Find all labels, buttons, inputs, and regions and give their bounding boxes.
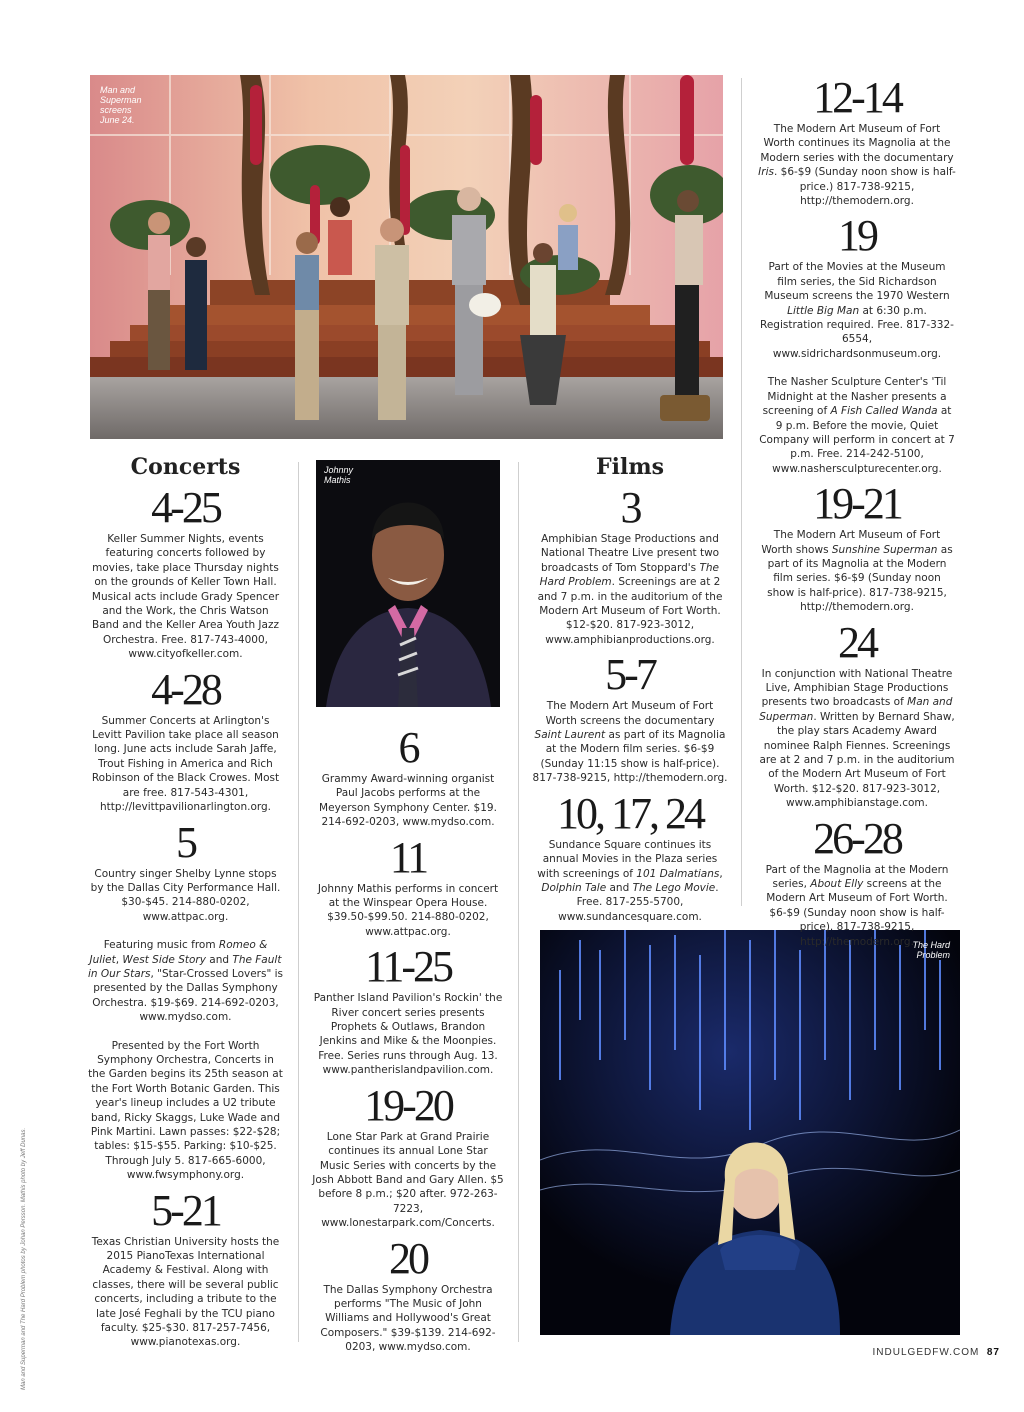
text: ,: [719, 867, 723, 880]
event-date: 3: [620, 483, 640, 532]
spacer: [88, 1025, 283, 1039]
event-description: Summer Concerts at Arlington's Levitt Pavilion take place all season long. June acts include Sarah Jaffe, Trout Fishing in America and Rich Robinson of the Black Crowes. Most are free. 817-543-4301, http://levittpavilionarlington.org.: [91, 714, 280, 814]
event-description: Grammy Award-winning organist Paul Jacobs performs at the Meyerson Symphony Center. $19. 214-692-0203, www.mydso.com.: [319, 773, 497, 829]
event-date: 19-20: [364, 1080, 452, 1130]
event-description: [532, 532, 728, 647]
stage-illustration: [90, 75, 723, 439]
event-date: 5-21: [151, 1185, 220, 1235]
films-heading: Films: [596, 454, 664, 480]
event-description: [758, 863, 956, 949]
event-date: 20: [389, 1233, 427, 1283]
text: In conjunction with National Theatre Live, Amphibian Stage Productions presents two broadcasts of: [761, 667, 953, 709]
event-description: [758, 667, 956, 811]
event-date: 10, 17, 24: [557, 788, 703, 838]
event-description: [758, 375, 956, 476]
column-rule-2: [518, 462, 519, 1342]
spacer: [88, 924, 283, 938]
event-date: 11: [389, 832, 427, 882]
text: . Written by Bernard Shaw, the play stars Academy Award nominee Ralph Fiennes. Screenings are at 2 and 7 p.m. in the auditorium of the Modern Art Museum of Fort Worth. $12-$20. 817-923-3012, www.amphibianstage.com.: [759, 710, 955, 810]
event-description: Texas Christian University hosts the 2015 PianoTexas International Academy & Festival. Along with classes, there will be several public concerts, including a tribute to the late José Feghali by the TCU piano faculty. $25-$30. 817-257-7456, www.pianotexas.org.: [91, 1235, 280, 1349]
hard-problem-illustration: [540, 930, 960, 1335]
spacer: [758, 361, 956, 375]
event-date: 4-28: [151, 664, 220, 714]
event-description: Johnny Mathis performs in concert at the Winspear Opera House. $39.50-$99.50. 214-880-0202, www.attpac.org.: [317, 882, 499, 938]
concerts-column-2: [312, 720, 504, 1355]
title: The Lego Movie: [632, 881, 716, 894]
text: The Modern Art Museum of Fort Worth screens the documentary: [545, 700, 715, 727]
films-column: [532, 454, 728, 924]
text: . $6-$9 (Sunday noon show is half-price.) 817-738-9215, http://themodern.org.: [773, 166, 956, 208]
text: as part of its Magnolia at the Modern film series. $6-$9 (Sunday 11:15 show is half-price). 817-738-9215, http://themodern.org.: [532, 729, 728, 785]
text: The Modern Art Museum of Fort Worth continues its Magnolia at the Modern series with the documentary: [760, 123, 954, 164]
photo-hard-problem: [540, 930, 960, 1335]
event-date: 11-25: [364, 942, 452, 992]
text: and: [606, 881, 633, 894]
event-description: [758, 260, 956, 361]
title: Iris: [758, 166, 774, 179]
event-description: [758, 528, 956, 614]
column-rule-3: [741, 78, 742, 906]
text: Sundance Square continues its annual Movies in the Plaza series with screenings of: [537, 838, 718, 880]
text: Part of the Magnolia at the Modern series,: [765, 863, 949, 891]
text: as part of its Magnolia at the Modern film series. $6-$9 (Sunday noon show is half-price). 817-738-9215, http://themodern.org.: [767, 543, 953, 614]
event-description: [532, 699, 728, 785]
event-date: 19: [838, 211, 876, 261]
event-description: [532, 838, 728, 924]
concerts-heading: Concerts: [130, 454, 241, 480]
title: Dolphin Tale: [541, 881, 607, 894]
title: Little Big Man: [787, 304, 860, 317]
concerts-column: [88, 454, 283, 1350]
text: and: [205, 953, 233, 966]
event-date: 24: [838, 617, 876, 667]
title: A Fish Called Wanda: [830, 405, 938, 418]
photo-johnny-mathis: [316, 460, 500, 707]
films-column-2: [758, 70, 956, 949]
text: The Nasher Sculpture Center's 'Til Midnight at the Nasher presents a screening of: [762, 376, 947, 418]
title: 101 Dalmatians: [636, 867, 720, 880]
event-date: 12-14: [813, 73, 901, 122]
text: . Free. 817-255-5700, www.sundancesquare.com.: [558, 881, 719, 923]
column-rule-1: [298, 462, 299, 1342]
title: The Hard Problem: [539, 561, 719, 589]
title: Romeo & Juliet: [89, 939, 268, 966]
event-description: The Dallas Symphony Orchestra performs "The Music of John Williams and Hollywood's Great Composers." $39-$139. 214-692-0203, www.mydso.com.: [320, 1283, 496, 1354]
text: The Modern Art Museum of Fort Worth shows: [761, 529, 941, 556]
title: Sunshine Superman: [831, 543, 938, 556]
text: at 6:30 p.m. Registration required. Free. 817-332-6554, www.sidrichardsonmuseum.org.: [760, 304, 954, 360]
event-date: 4-25: [151, 483, 220, 532]
event-description: [88, 938, 283, 1024]
event-date: 5: [176, 817, 195, 867]
event-description: Keller Summer Nights, events featuring concerts followed by movies, take place Thursday nights on the grounds of Keller Town Hall. Musical acts include Grady Spencer and the Work, the Chris Watson Band and the Keller Area Youth Jazz Orchestra. Free. 817-743-4000, www.cityofkeller.com.: [91, 533, 280, 661]
event-date: 19-21: [813, 479, 901, 529]
photo-credit: Man and Superman and The Hard Problem photos by Johan Persson. Mathis photo by Jeff Dunas.: [21, 1127, 27, 1390]
event-description: Country singer Shelby Lynne stops by the Dallas City Performance Hall. $30-$45. 214-880-0202, www.attpac.org.: [90, 867, 281, 923]
title: The Fault in Our Stars: [88, 953, 282, 980]
text: screens at the Modern Art Museum of Fort Worth. $6-$9 (Sunday noon show is half-price). 817-738-9215, http://themodern.org.: [766, 878, 948, 948]
text: Part of the Movies at the Museum film series, the Sid Richardson Museum screens the 1970 Western: [764, 261, 950, 303]
page-footer: [873, 1347, 1000, 1358]
event-description: Panther Island Pavilion's Rockin' the River concert series presents Prophets & Outlaws, Brandon Jenkins and Mike & the Moonpies. Free. Series runs through Aug. 13. www.pantherislandpavilion.com.: [313, 992, 503, 1077]
event-date: 5-7: [605, 650, 655, 700]
title: Man and Superman: [759, 696, 953, 723]
title: About Elly: [810, 878, 864, 891]
text: Featuring music from: [103, 939, 219, 952]
event-date: 6: [398, 723, 418, 772]
photo-man-and-superman: [90, 75, 723, 439]
site-url[interactable]: INDULGEDFW.COM: [872, 1347, 980, 1358]
text: Amphibian Stage Productions and National Theatre Live present two broadcasts of Tom Stoppard's: [540, 533, 720, 574]
text: ,: [115, 953, 123, 966]
superman-caption: Man and Superman screens June 24.: [100, 85, 142, 125]
mathis-caption: Johnny Mathis: [324, 465, 354, 485]
event-description: Lone Star Park at Grand Prairie continues its annual Lone Star Music Series with concerts by the Josh Abbott Band and Gary Allen. $5 before 8 p.m.; $20 after. 972-263-7223, www.lonestarpark.com/Concerts.: [312, 1130, 504, 1230]
portrait-illustration: [316, 460, 500, 707]
event-date: 26-28: [813, 813, 901, 863]
text: , "Star-Crossed Lovers" is presented by the Dallas Symphony Orchestra. $19-$69. 214-692-0203, www.mydso.com.: [92, 967, 284, 1024]
page-number: 87: [986, 1347, 1000, 1358]
event-description: Presented by the Fort Worth Symphony Orchestra, Concerts in the Garden begins its 25th season at the Fort Worth Botanic Garden. This year's lineup includes a U2 tribute band, Ricky Skaggs, Luke Wade and Pink Martini. Lawn passes: $22-$28; tables: $15-$55. Parking: $10-$25. Through July 5. 817-665-6000, www.fwsymphony.org.: [88, 1039, 283, 1182]
hard-problem-caption: The Hard Problem: [912, 940, 950, 960]
title: Saint Laurent: [534, 729, 606, 742]
event-description: [758, 122, 956, 208]
text: at 9 p.m. Before the movie, Quiet Company will perform in concert at 7 p.m. Free. 214-242-5100, www.nashersculpturecenter.org.: [759, 405, 955, 475]
text: . Screenings are at 2 and 7 p.m. in the auditorium of the Modern Art Museum of Fort Worth. $12-$20. 817-923-3012, www.amphibianproductions.org.: [537, 576, 723, 646]
title: West Side Story: [122, 953, 206, 966]
